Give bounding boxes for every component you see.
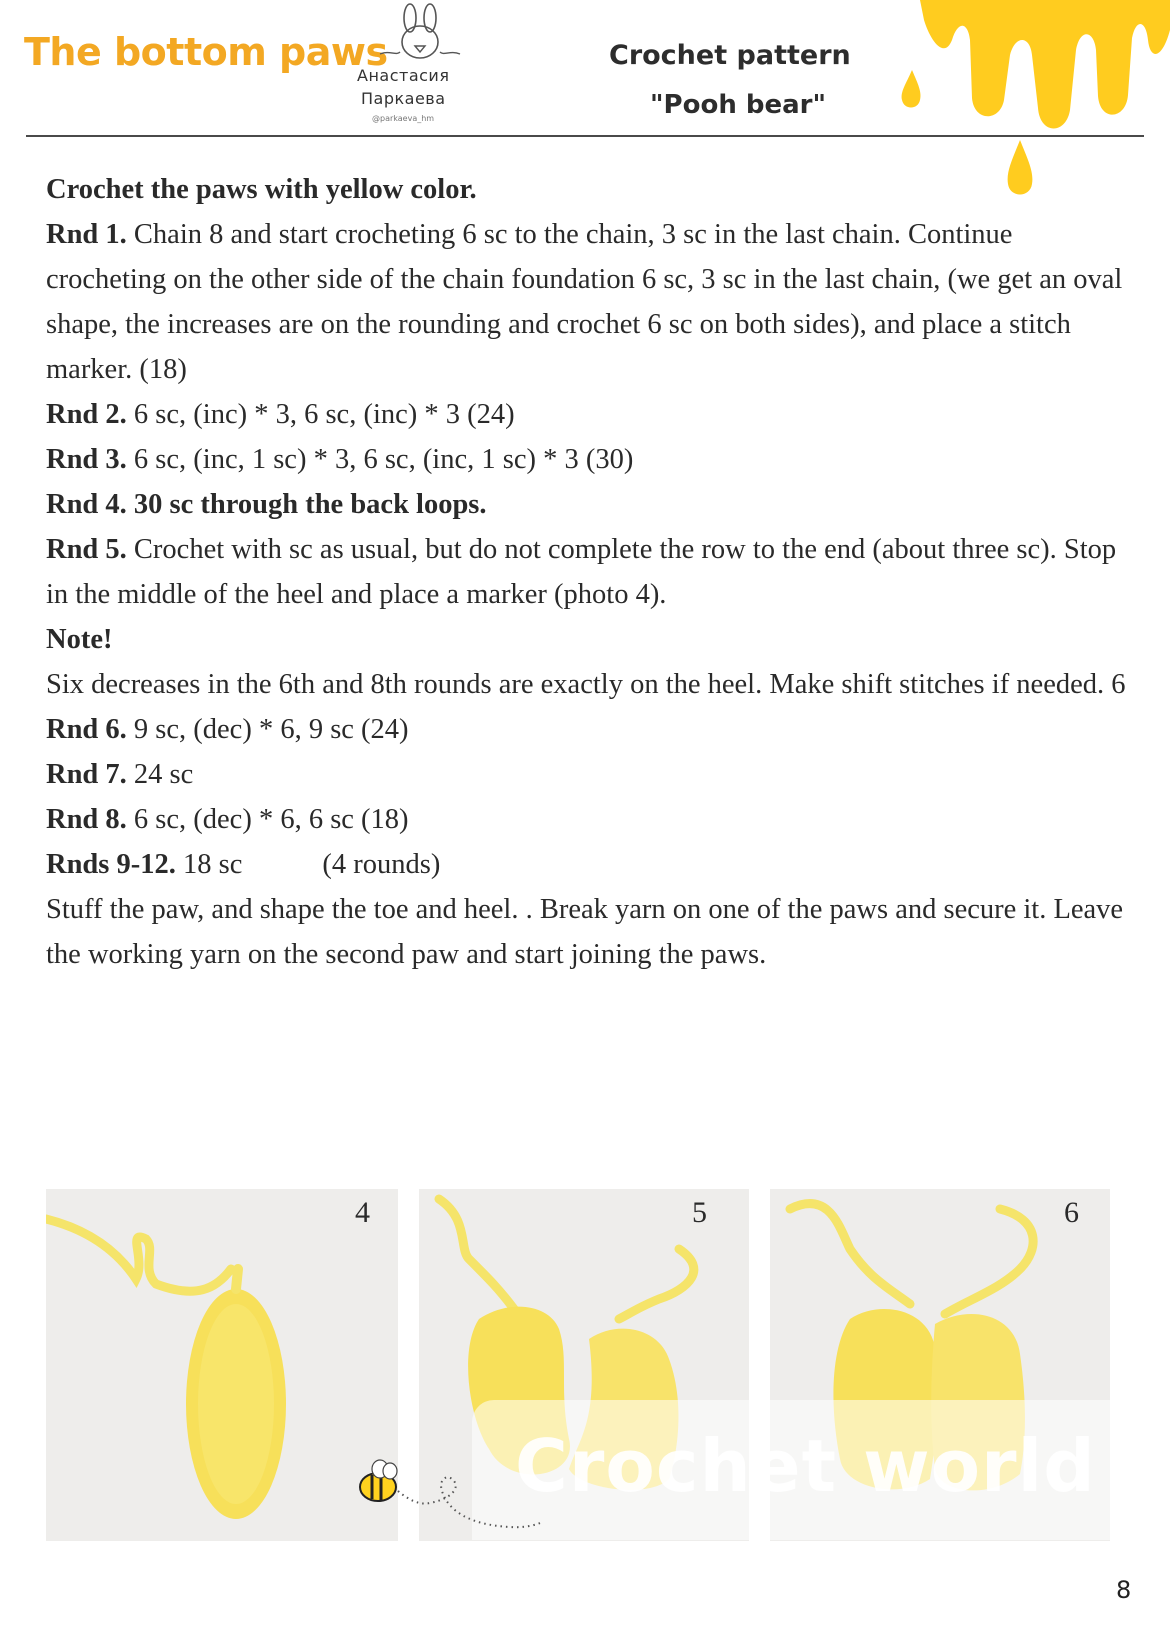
- round-label: Rnd 1.: [46, 219, 127, 250]
- author-handle: @parkaeva_hm: [372, 114, 435, 123]
- page-number: 8: [1116, 1576, 1132, 1604]
- round-text: 24 sc: [126, 759, 194, 790]
- round-text: 9 sc, (dec) * 6, 9 sc (24): [126, 714, 409, 745]
- intro-line: Crochet the paws with yellow color.: [46, 174, 477, 205]
- author-first-name: Анастасия: [357, 66, 450, 85]
- round-note: (4 rounds): [322, 849, 441, 880]
- round-4: Rnd 4. 30 sc through the back loops.: [46, 489, 487, 520]
- round-text: 6 sc, (inc, 1 sc) * 3, 6 sc, (inc, 1 sc) * 3 (30): [126, 444, 634, 475]
- header-divider: [26, 135, 1144, 137]
- round-2: [46, 392, 1136, 437]
- photo-number: 4: [355, 1196, 370, 1229]
- author-last-name: Паркаева: [361, 89, 446, 108]
- round-label: Rnd 6.: [46, 714, 127, 745]
- closing-text: Stuff the paw, and shape the toe and heel. . Break yarn on one of the paws and secure it. Leave the working yarn on the second paw and start joining the paws.: [46, 894, 1124, 970]
- page-title: The bottom paws: [24, 30, 388, 74]
- round-8: [46, 797, 1136, 842]
- round-1: [46, 212, 1136, 392]
- round-text: Chain 8 and start crocheting 6 sc to the chain, 3 sc in the last chain. Continue crocheting on the other side of the chain foundation 6 sc, 3 sc in the last chain, (we get an oval shape, the increases are on the rounding and crochet 6 sc on both sides), and place a stitch marker. (18): [46, 219, 1123, 385]
- bee-icon: [350, 1455, 550, 1575]
- round-6: [46, 707, 1136, 752]
- photo-number: 5: [692, 1196, 707, 1229]
- oval-sole-image: [46, 1189, 398, 1541]
- round-label: Rnd 7.: [46, 759, 127, 790]
- round-label: Rnd 5.: [46, 534, 127, 565]
- round-label: Rnds 9-12.: [46, 849, 176, 880]
- round-label: Rnd 3.: [46, 444, 127, 475]
- note-label: Note!: [46, 624, 113, 655]
- round-text: Crochet with sc as usual, but do not complete the row to the end (about three sc). Stop in the middle of the heel and place a marker (photo 4).: [46, 534, 1117, 610]
- pattern-name: "Pooh bear": [650, 90, 827, 120]
- instructions: [46, 167, 1136, 977]
- photo-4: [46, 1189, 398, 1541]
- photo-number: 6: [1064, 1196, 1079, 1229]
- round-label: Rnd 2.: [46, 399, 127, 430]
- note-text: Six decreases in the 6th and 8th rounds are exactly on the heel. Make shift stitches if needed. 6: [46, 669, 1126, 700]
- round-3: [46, 437, 1136, 482]
- watermark-text: Crochet world: [515, 1424, 1096, 1508]
- bunny-logo-icon: [360, 2, 480, 72]
- round-5: [46, 527, 1136, 617]
- round-text: 6 sc, (dec) * 6, 6 sc (18): [126, 804, 409, 835]
- round-text: 18 sc: [175, 849, 243, 880]
- rounds-9-12: [46, 842, 1136, 887]
- round-7: [46, 752, 1136, 797]
- round-text: 6 sc, (inc) * 3, 6 sc, (inc) * 3 (24): [126, 399, 515, 430]
- pattern-label: Crochet pattern: [609, 40, 851, 71]
- round-label: Rnd 8.: [46, 804, 127, 835]
